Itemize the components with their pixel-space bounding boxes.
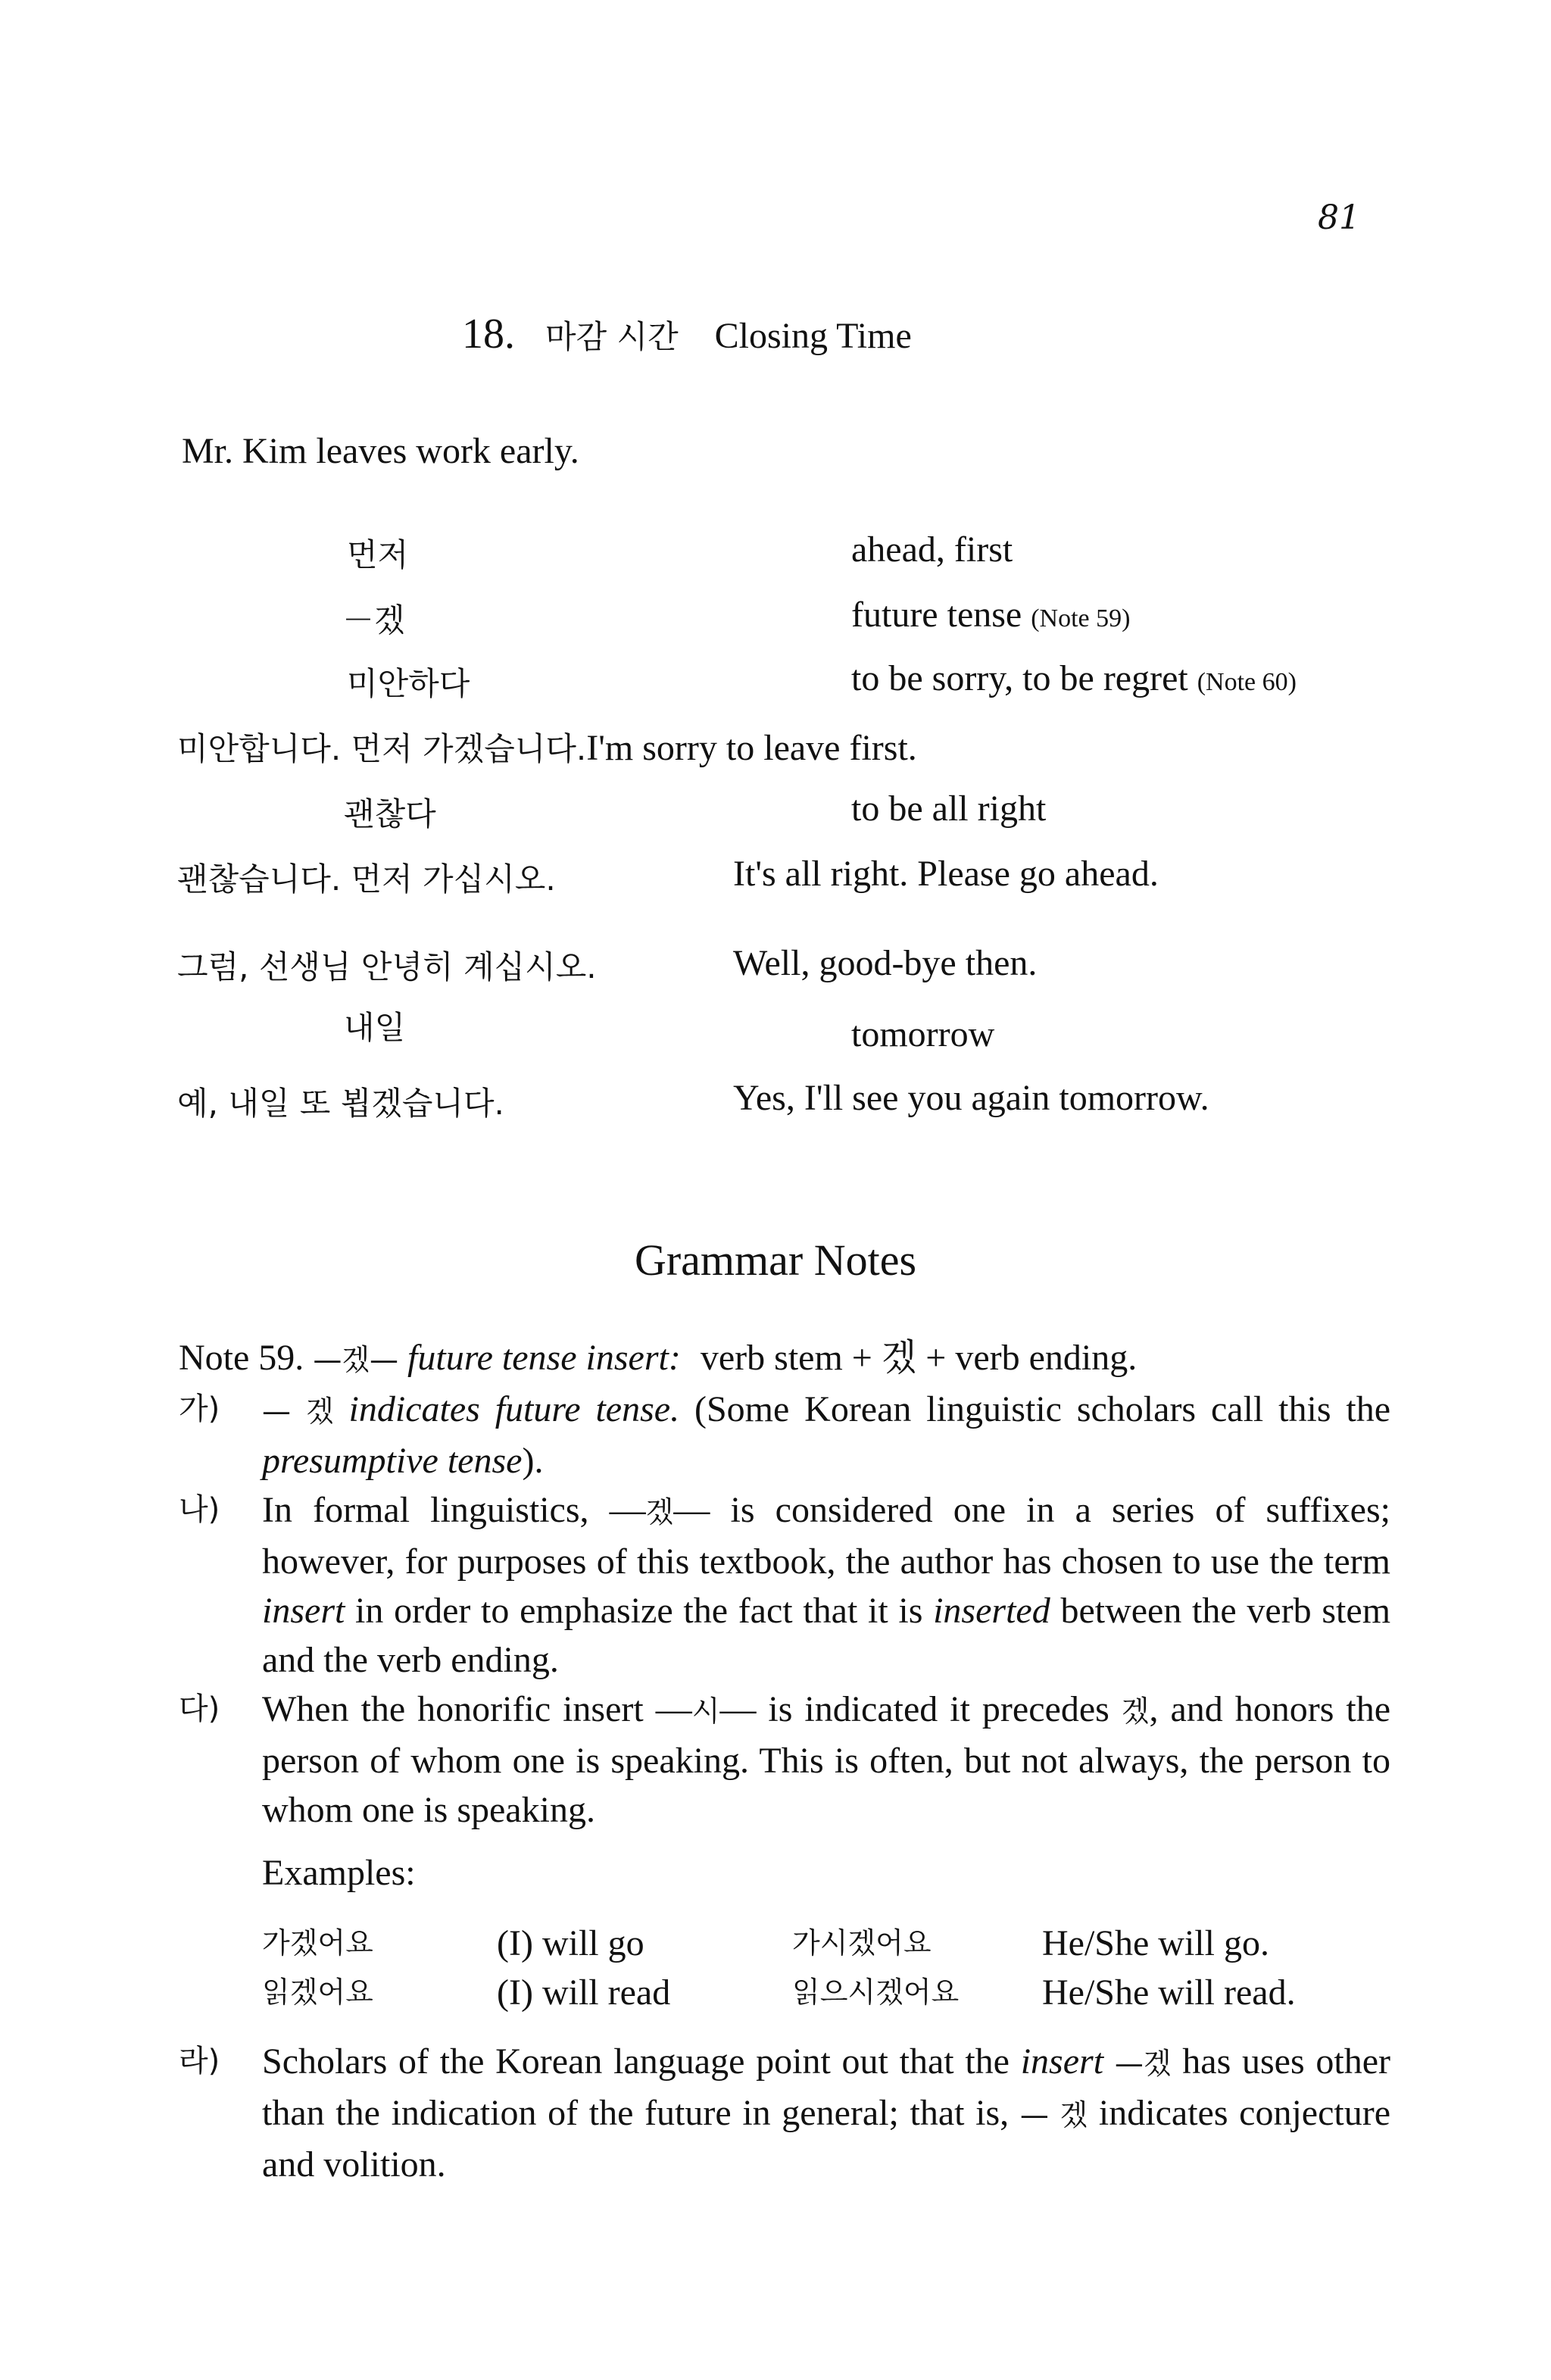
- dialogue-en: It's all right. Please go ahead.: [733, 854, 1159, 894]
- example-row: 가겠어요 (I) will go 가시겠어요 He/She will go.: [262, 1923, 1269, 1963]
- dialogue-ko: 미안합니다. 먼저 가겠습니다.: [177, 730, 587, 767]
- vocab-en: to be sorry, to be regret (Note 60): [851, 658, 1297, 698]
- example-row: 읽겠어요 (I) will read 읽으시겠어요 He/She will read.: [262, 1972, 1296, 2013]
- note-item-ra: 라) Scholars of the Korean language point out that the insert —겠 has uses other than the indication of the future in general; that is, — 겠 indicates conjecture and volition.: [179, 2037, 1390, 2189]
- page-number: 81: [1318, 198, 1360, 237]
- item-marker: 라): [179, 2044, 220, 2079]
- note-item-da: 다) When the honorific insert —시— is indicated it precedes 겠, and honors the person of whom one is speaking. This is often, but not always, the person to whom one is speaking.: [179, 1685, 1390, 1835]
- note-59-heading: Note 59. —겠— future tense insert: verb stem + 겠 + verb ending.: [179, 1338, 1138, 1378]
- vocab-en: ahead, first: [851, 529, 1013, 570]
- grammar-notes-heading: Grammar Notes: [634, 1235, 917, 1285]
- dialogue-ko: 괜찮습니다. 먼저 가십시오.: [177, 860, 556, 898]
- examples-label: Examples:: [262, 1853, 416, 1893]
- dialogue-ko: 예, 내일 또 뵙겠습니다.: [177, 1085, 504, 1122]
- vocab-ko: 괜찮다: [344, 795, 436, 832]
- lesson-title: [462, 309, 912, 358]
- dialogue-ko: 그럼, 선생님 안녕히 계십시오.: [177, 948, 597, 985]
- note-item-na: 나) In formal linguistics, —겠— is considered one in a series of suffixes; however, for purposes of this textbook, the author has chosen to use the term insert in order to emphasize the fact that it is inserted between the verb stem and the verb ending.: [179, 1485, 1390, 1685]
- dialogue-en: Yes, I'll see you again tomorrow.: [733, 1078, 1209, 1118]
- lesson-number: 18.: [462, 311, 515, 358]
- item-marker: 다): [179, 1691, 220, 1726]
- lesson-title-english: Closing Time: [714, 316, 912, 356]
- lesson-title-korean: 마감 시간: [545, 318, 679, 355]
- vocab-ko: －겠: [342, 601, 405, 639]
- vocab-ko: 먼저: [347, 536, 409, 573]
- item-marker: 나): [179, 1492, 220, 1527]
- item-marker: 가): [179, 1391, 220, 1426]
- vocab-ko: 내일: [344, 1009, 406, 1046]
- dialogue-en: I'm sorry to leave first.: [586, 728, 917, 768]
- dialogue-en: Well, good-bye then.: [733, 943, 1038, 983]
- intro-line: Mr. Kim leaves work early.: [182, 431, 579, 471]
- vocab-en: tomorrow: [851, 1014, 995, 1054]
- vocab-ko: 미안하다: [347, 665, 470, 702]
- note-item-ga: 가) — 겠 indicates future tense. (Some Korean linguistic scholars call this the presumptive tense).: [179, 1385, 1390, 1485]
- vocab-en: future tense (Note 59): [851, 595, 1131, 635]
- vocab-en: to be all right: [851, 789, 1047, 829]
- examples-table: [262, 1919, 1296, 2017]
- grammar-notes-body: [179, 1333, 1390, 2189]
- dialogue-line: [177, 724, 917, 770]
